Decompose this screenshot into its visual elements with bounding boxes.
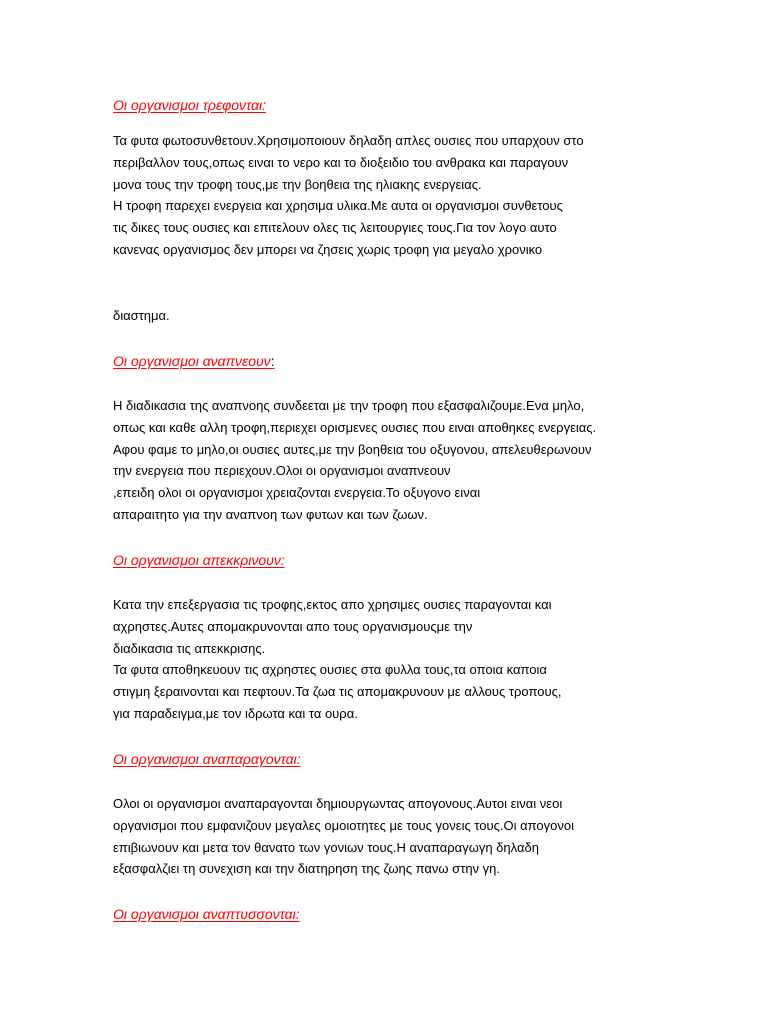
text-line: αχρηστες.Αυτες απομακρυνονται απο τους οργανισμουςμε την: [113, 618, 473, 634]
text-line: ,επειδη ολοι οι οργανισμοι χρειαζονται ενεργεια.Το οξυγονο ειναι: [113, 485, 481, 501]
text-line: κανενας οργανισμος δεν μπορει να ζησεις χωρις τροφη για μεγαλο χρονικο: [113, 241, 543, 257]
section-body-reproduction: [113, 793, 574, 880]
text-line: περιβαλλον τους,οπως ειναι το νερο και το διοξειδιο του ανθρακα και παραγουν: [113, 154, 569, 170]
text-line: Τα φυτα αποθηκευουν τις αχρηστες ουσιες στα φυλλα τους,τα οποια καποια: [113, 662, 547, 678]
section-body-feeding: [113, 130, 584, 261]
text-line: διαδικασια τις απεκκρισης.: [113, 640, 266, 656]
text-line: τις δικες τους ουσιες και επιτελουν ολες τις λειτουργιες τους.Για τον λογο αυτο: [113, 220, 557, 236]
text-line: εξασφαλζιει τη συνεχιση και την διατηρηση της ζωης πανω στην γη.: [113, 861, 501, 877]
text-line: Κατα την επεξεργασια τις τροφης,εκτος απο χρησιμες ουσιες παραγονται και: [113, 597, 552, 612]
heading-text: Οι οργανισμοι αναπνεουν: [113, 353, 271, 369]
section-heading-excretion: Οι οργανισμοι απεκκρινουν:: [113, 552, 285, 568]
section-heading-growth: Οι οργανισμοι αναπτυσσονται:: [113, 906, 300, 922]
section-heading-reproduction: Οι οργανισμοι αναπαραγονται:: [113, 751, 301, 767]
text-line: οργανισμοι που εμφανιζουν μεγαλες ομοιοτητες με τους γονεις τους.Οι απογονοι: [113, 817, 574, 833]
text-line: διαστημα.: [113, 308, 170, 323]
text-line: Η τροφη παρεχει ενεργεια και χρησιμα υλικα.Με αυτα οι οργανισμοι συνθετους: [113, 198, 563, 214]
section-body-breathing: [113, 395, 596, 526]
text-line: Αφου φαμε το μηλο,οι ουσιες αυτες,με την βοηθεια του οξυγονου, απελευθερωνουν: [113, 441, 592, 457]
text-line: για παραδειγμα,με τον ιδρωτα και τα ουρα.: [113, 705, 358, 721]
text-line: την ενεργεια που περιεχουν.Ολοι οι οργανισμοι αναπνεουν: [113, 463, 451, 479]
text-line: οπως και καθε αλλη τροφη,περιεχει ορισμενες ουσιες που ειναι αποθηκες ενεργειας.: [113, 419, 597, 435]
text-line: Τα φυτα φωτοσυνθετουν.Χρησιμοποιουν δηλαδη απλες ουσιες που υπαρχουν στο: [113, 133, 584, 148]
text-line: Ολοι οι οργανισμοι αναπαραγονται δημιουργωντας απογονους.Αυτοι ειναι νεοι: [113, 796, 563, 811]
section-body-feeding-tail: [113, 305, 170, 327]
section-body-excretion: [113, 594, 561, 725]
section-heading-feeding: Οι οργανισμοι τρεφονται:: [113, 97, 267, 113]
text-line: επιβιωνουν και μετα τον θανατο των γονιων τους.Η αναπαραγωγη δηλαδη: [113, 839, 539, 855]
text-line: απαραιτητο για την αναπνοη των φυτων και των ζωων.: [113, 506, 428, 522]
section-heading-breathing: [113, 352, 275, 370]
heading-colon: :: [270, 353, 275, 369]
text-line: μονα τους την τροφη τους,με την βοηθεια της ηλιακης ενεργειας.: [113, 176, 482, 192]
text-line: Η διαδικασια της αναπνοης συνδεεται με την τροφη που εξασφαλιζουμε.Ενα μηλο,: [113, 398, 585, 413]
text-line: στιγμη ξεραινονται και πεφτουν.Τα ζωα τις απομακρυνουν με αλλους τροπους,: [113, 684, 562, 700]
